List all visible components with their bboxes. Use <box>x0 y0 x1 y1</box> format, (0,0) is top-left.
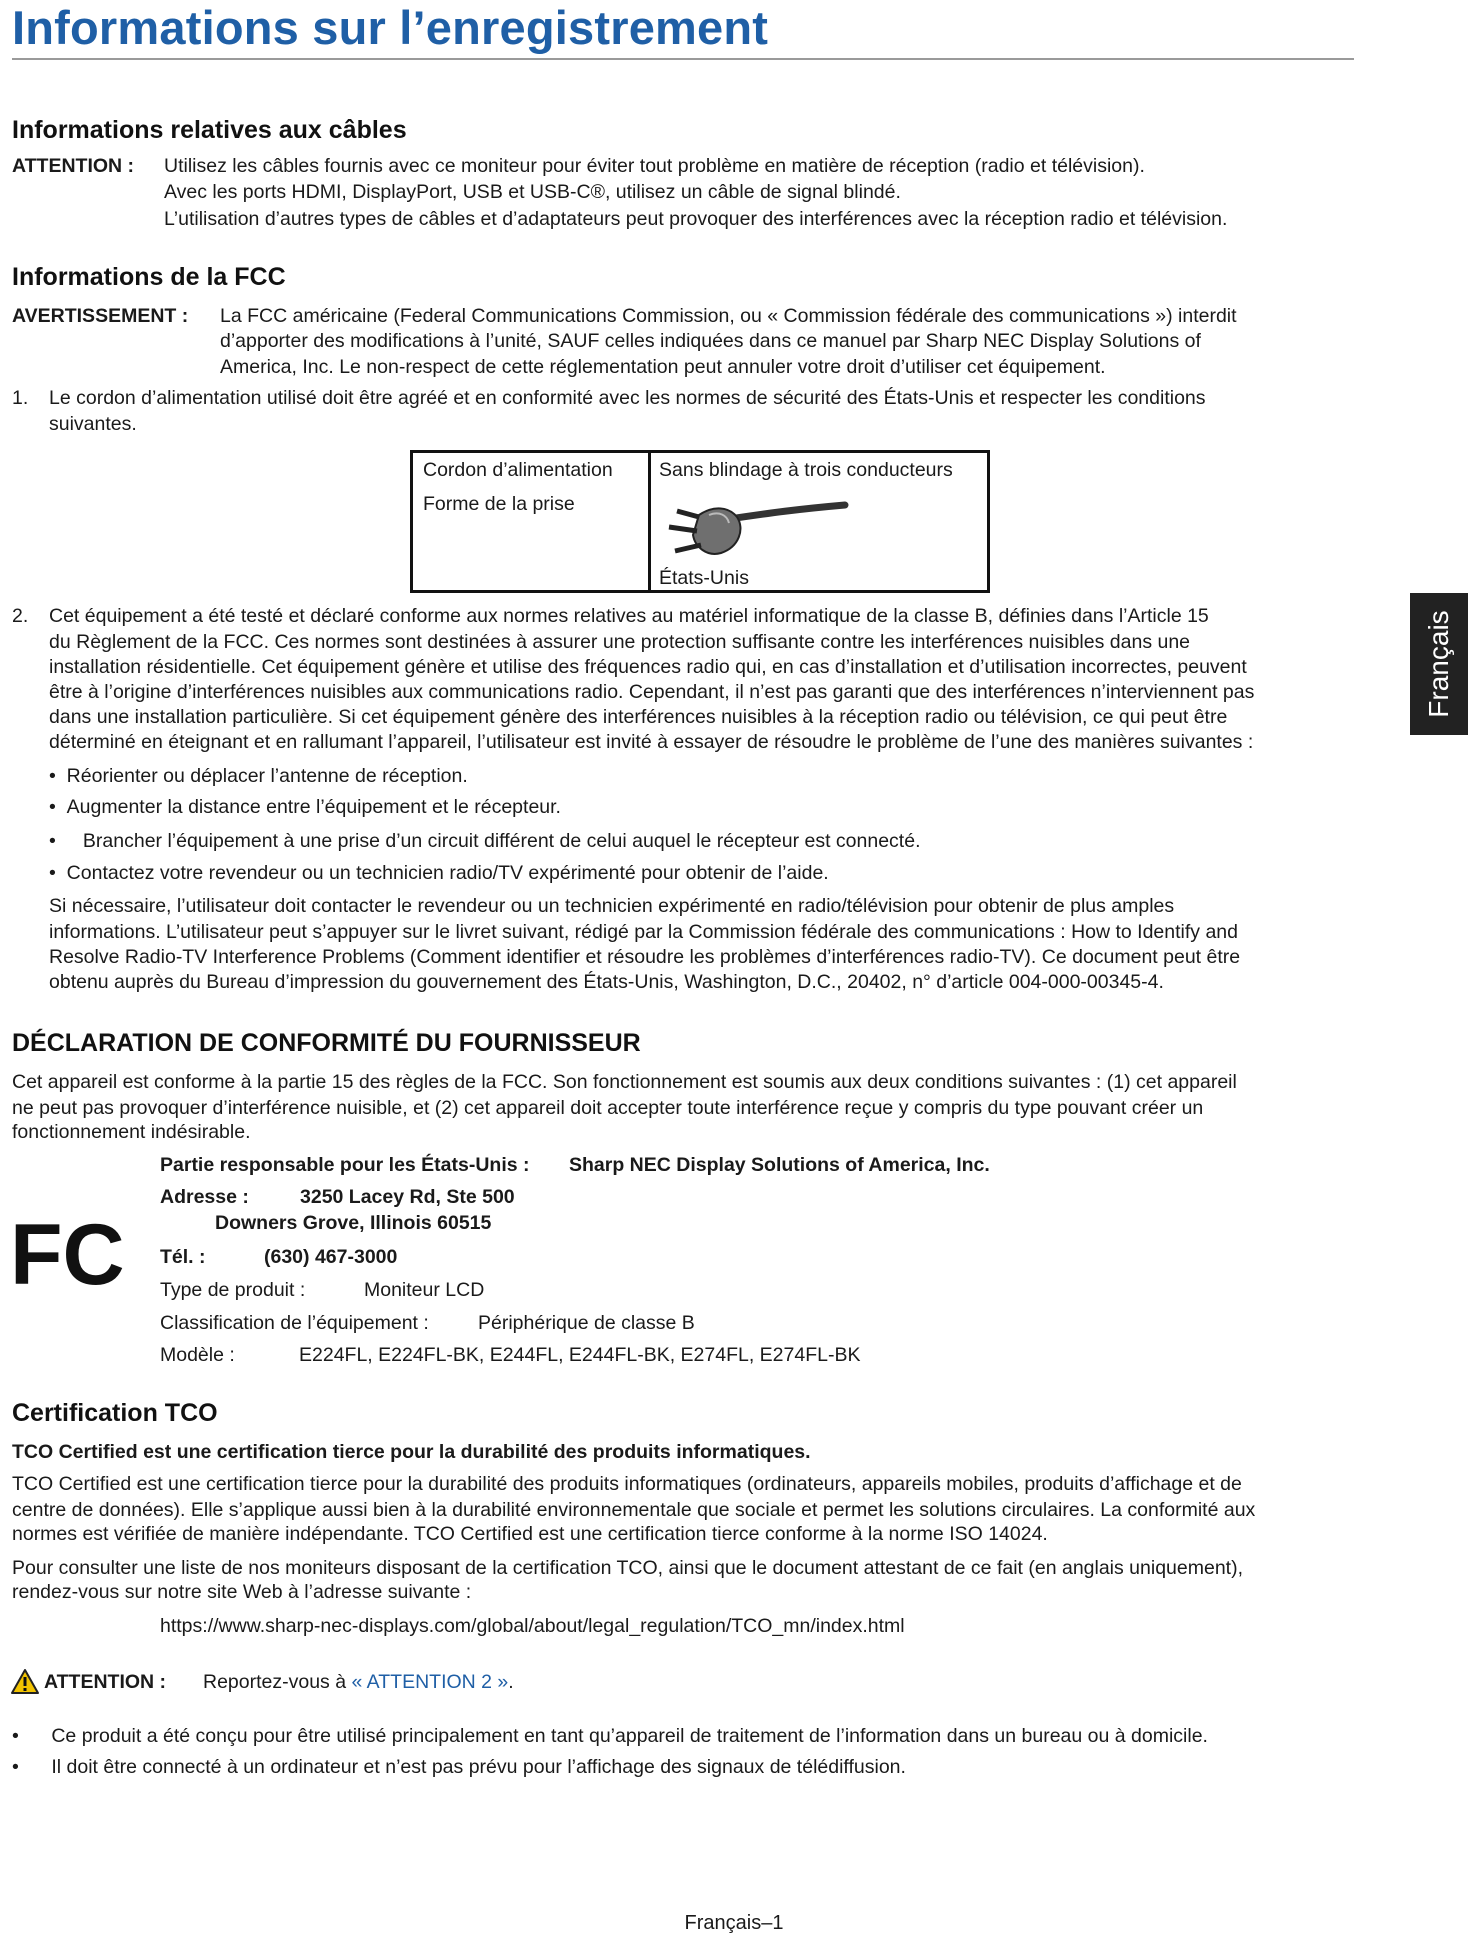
model-value: E224FL, E224FL-BK, E244FL, E244FL-BK, E274FL, E274FL-BK <box>299 1344 861 1366</box>
language-side-tab-label: Français <box>1423 610 1454 718</box>
fcc-item1-line: suivantes. <box>49 413 137 435</box>
cables-heading: Informations relatives aux câbles <box>12 116 407 144</box>
table-plug-value: États-Unis <box>659 567 749 589</box>
fcc-closing-line: informations. L’utilisateur peut s’appuyer sur le livret suivant, rédigé par la Commission fédérale des communications : How to Identify and <box>49 921 1238 943</box>
sdoc-line: Cet appareil est conforme à la partie 15 des règles de la FCC. Son fonctionnement est soumis aux deux conditions suivantes : (1) cet appareil <box>12 1071 1237 1093</box>
sdoc-line: fonctionnement indésirable. <box>12 1121 251 1143</box>
cables-line: Avec les ports HDMI, DisplayPort, USB et USB-C®, utilisez un câble de signal blindé. <box>164 181 901 203</box>
fcc-item2-number: 2. <box>12 605 29 627</box>
list-item: • Contactez votre revendeur ou un technicien radio/TV expérimenté pour obtenir de l’aide. <box>49 862 829 884</box>
fcc-item1-number: 1. <box>12 387 29 409</box>
page-number: Français–1 <box>684 1912 784 1934</box>
list-item: • Brancher l’équipement à une prise d’un circuit différent de celui auquel le récepteur est connecté. <box>49 830 921 852</box>
fcc-closing-line: obtenu auprès du Bureau d’impression du gouvernement des États-Unis, Washington, D.C., 20402, n° d’article 004-000-00345-4. <box>49 971 1164 993</box>
cables-line: Utilisez les câbles fournis avec ce moniteur pour éviter tout problème en matière de réception (radio et télévision). <box>164 155 1145 177</box>
list-item: • Réorienter ou déplacer l’antenne de réception. <box>49 765 468 787</box>
fcc-item2-line: dans une installation particulière. Si cet équipement génère des interférences nuisibles à la réception radio ou télévision, ce qui peut être <box>49 706 1228 728</box>
fcc-closing-line: Si nécessaire, l’utilisateur doit contacter le revendeur ou un technicien expérimenté en radio/télévision pour obtenir de plus amples <box>49 895 1175 917</box>
address-line: Downers Grove, Illinois 60515 <box>215 1212 492 1234</box>
list-item: • Ce produit a été conçu pour être utilisé principalement en tant qu’appareil de traitement de l’information dans un bureau ou à domicile. <box>12 1725 1208 1747</box>
tco-para2-line: rendez-vous sur notre site Web à l’adresse suivante : <box>12 1581 472 1603</box>
fcc-item1-line: Le cordon d’alimentation utilisé doit être agréé et en conformité avec les normes de sécurité des États-Unis et respecter les conditions <box>49 387 1206 409</box>
title-divider <box>12 58 1354 60</box>
sdoc-line: ne peut pas provoquer d’interférence nuisible, et (2) cet appareil doit accepter toute interférence reçue y compris du type pouvant créer un <box>12 1097 1204 1119</box>
us-plug-icon <box>659 487 859 565</box>
fcc-item2-line: déterminé en éteignant et en rallumant l’appareil, l’utilisateur est invité à essayer de résoudre le problème de l’une des manières suivantes : <box>49 731 1254 753</box>
table-column-divider <box>648 453 651 590</box>
fcc-warning-label: AVERTISSEMENT : <box>12 305 189 327</box>
responsible-party-value: Sharp NEC Display Solutions of America, Inc. <box>569 1154 990 1176</box>
attention2-label: ATTENTION : <box>44 1671 167 1693</box>
address-line: 3250 Lacey Rd, Ste 500 <box>300 1186 515 1208</box>
tco-para1-line: centre de données). Elle s’applique aussi bien à la durabilité environnementale que sociale et permet les solutions circulaires. La conformité aux <box>12 1499 1256 1521</box>
fcc-logo <box>10 1208 126 1294</box>
fcc-item2-line: Cet équipement a été testé et déclaré conforme aux normes relatives au matériel informatique de la classe B, définies dans l’Article 15 <box>49 605 1209 627</box>
tco-subheading: TCO Certified est une certification tierce pour la durabilité des produits informatiques. <box>12 1441 811 1463</box>
fcc-closing-line: Resolve Radio-TV Interference Problems (Comment identifier et résoudre les problèmes d’interférences radio-TV). Ce document peut être <box>49 946 1241 968</box>
tel-label: Tél. : <box>160 1246 206 1268</box>
tco-para1-line: normes est vérifiée de manière indépendante. TCO Certified est une certification tierce conforme à la norme ISO 14024. <box>12 1523 1048 1545</box>
fcc-item2-line: installation résidentielle. Cet équipement génère et utilise des fréquences radio qui, en cas d’installation et d’utilisation incorrectes, peuvent <box>49 656 1247 678</box>
sdoc-heading: DÉCLARATION DE CONFORMITÉ DU FOURNISSEUR <box>12 1029 641 1057</box>
table-cord-value: Sans blindage à trois conducteurs <box>659 459 953 481</box>
table-cord-label: Cordon d’alimentation <box>423 459 613 481</box>
fcc-item2-line: être à l’origine d’interférences nuisibles aux communications radio. Cependant, il n’est pas garanti que des interférences n’interviennent pas <box>49 681 1255 703</box>
product-type-value: Moniteur LCD <box>364 1279 485 1301</box>
model-label: Modèle : <box>160 1344 235 1366</box>
attention2-text: Reportez-vous à « ATTENTION 2 ». <box>203 1671 514 1693</box>
attention2-link[interactable]: « ATTENTION 2 » <box>351 1671 509 1693</box>
fcc-warning-line: d’apporter des modifications à l’unité, SAUF celles indiquées dans ce manuel par Sharp NEC Display Solutions of <box>220 330 1201 352</box>
classification-value: Périphérique de classe B <box>478 1312 695 1334</box>
table-plug-label: Forme de la prise <box>423 493 575 515</box>
tco-para2-line: Pour consulter une liste de nos moniteurs disposant de la certification TCO, ainsi que le document attestant de ce fait (en anglais uniquement), <box>12 1557 1244 1579</box>
tco-url[interactable]: https://www.sharp-nec-displays.com/global/about/legal_regulation/TCO_mn/index.html <box>160 1615 905 1637</box>
warning-triangle-icon <box>10 1668 40 1695</box>
cables-line: L’utilisation d’autres types de câbles et d’adaptateurs peut provoquer des interférences avec la réception radio et télévision. <box>164 208 1228 230</box>
responsible-party-label: Partie responsable pour les États-Unis : <box>160 1154 530 1176</box>
power-cord-table <box>410 450 990 593</box>
fcc-item2-line: du Règlement de la FCC. Ces normes sont destinées à assurer une protection suffisante contre les interférences nuisibles dans une <box>49 631 1191 653</box>
list-item: • Augmenter la distance entre l’équipement et le récepteur. <box>49 796 561 818</box>
tel-value: (630) 467-3000 <box>264 1246 398 1268</box>
tco-heading: Certification TCO <box>12 1399 218 1427</box>
fcc-warning-line: La FCC américaine (Federal Communications Commission, ou « Commission fédérale des communications ») interdit <box>220 305 1237 327</box>
product-type-label: Type de produit : <box>160 1279 306 1301</box>
list-item: • Il doit être connecté à un ordinateur et n’est pas prévu pour l’affichage des signaux de télédiffusion. <box>12 1756 906 1778</box>
fcc-heading: Informations de la FCC <box>12 263 286 291</box>
cables-attention-label: ATTENTION : <box>12 155 135 177</box>
classification-label: Classification de l’équipement : <box>160 1312 429 1334</box>
fcc-warning-line: America, Inc. Le non-respect de cette réglementation peut annuler votre droit d’utiliser cet équipement. <box>220 356 1106 378</box>
address-label: Adresse : <box>160 1186 249 1208</box>
fcc-logo-text: FC <box>10 1208 125 1294</box>
language-side-tab <box>1410 593 1468 735</box>
page-title: Informations sur l’enregistrement <box>12 1 769 54</box>
tco-para1-line: TCO Certified est une certification tierce pour la durabilité des produits informatiques (ordinateurs, appareils mobiles, produits d’affichage et de <box>12 1473 1242 1495</box>
